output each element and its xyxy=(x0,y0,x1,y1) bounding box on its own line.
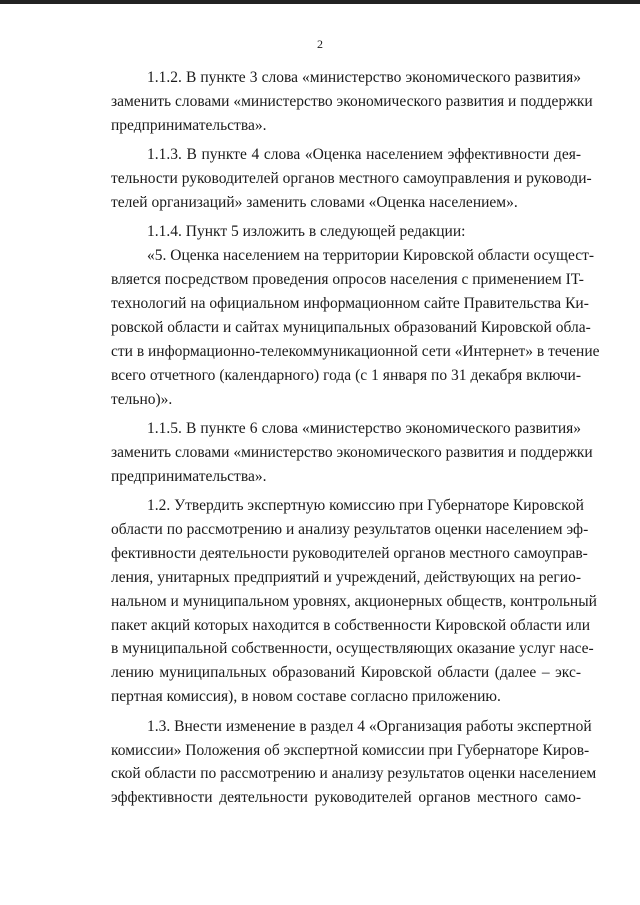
text-line: телей организаций» заменить словами «Оценка населением». xyxy=(111,193,518,211)
text-line: 1.1.4. Пункт 5 изложить в следующей редакции: xyxy=(147,223,466,241)
paragraph-1-3 xyxy=(111,715,597,811)
text-line: «5. Оценка населением на территории Кировской области осущест- xyxy=(147,247,595,265)
text-line: комиссии» Положения об экспертной комиссии при Губернаторе Киров- xyxy=(111,741,590,759)
text-line: вляется посредством проведения опросов населения с применением IT- xyxy=(111,271,584,289)
paragraph-1-1-3 xyxy=(111,143,592,215)
text-line: тельно)». xyxy=(111,390,173,408)
text-line: 1.1.5. В пункте 6 слова «министерство экономического развития» xyxy=(147,419,581,437)
text-line: технологий на официальном информационном сайте Правительства Ки- xyxy=(111,295,589,313)
text-line: эффективности деятельности руководителей органов местного само- xyxy=(111,789,581,807)
text-line: 1.1.2. В пункте 3 слова «министерство экономического развития» xyxy=(147,69,581,86)
text-line: ления, унитарных предприятий и учреждений, действующих на регио- xyxy=(111,568,581,586)
top-border-rule xyxy=(0,0,640,4)
text-line: ской области по рассмотрению и анализу результатов оценки населением xyxy=(111,765,597,783)
text-line: ровской области и сайтах муниципальных образований Кировской обла- xyxy=(111,318,591,336)
paragraph-1-2 xyxy=(111,494,597,709)
text-line: заменить словами «министерство экономического развития и поддержки xyxy=(111,443,593,461)
text-line: пертная комиссия), в новом составе согласно приложению. xyxy=(111,688,501,706)
text-line: предпринимательства». xyxy=(111,467,267,485)
text-line: предпринимательства». xyxy=(111,116,267,134)
text-line: лению муниципальных образований Кировской области (далее – экс- xyxy=(111,664,581,682)
document-body xyxy=(111,66,600,810)
paragraph-1-1-4 xyxy=(111,220,581,244)
text-line: в муниципальной собственности, осуществляющих оказание услуг насе- xyxy=(111,640,594,658)
text-line: нальном и муниципальном уровнях, акционерных обществ, контрольный xyxy=(111,592,597,610)
text-line: сти в информационно-телекоммуникационной сети «Интернет» в течение xyxy=(111,342,600,360)
text-line: фективности деятельности руководителей органов местного самоуправ- xyxy=(111,544,588,562)
text-line: пакет акций которых находится в собственности Кировской области или xyxy=(111,616,591,634)
text-line: области по рассмотрению и анализу результатов оценки населением эф- xyxy=(111,521,589,539)
text-line: 1.2. Утвердить экспертную комиссию при Губернаторе Кировской xyxy=(147,497,584,515)
text-line: 1.1.3. В пункте 4 слова «Оценка населением эффективности дея- xyxy=(147,146,581,164)
paragraph-quoted-item-5 xyxy=(111,244,600,411)
text-line: заменить словами «министерство экономического развития и поддержки xyxy=(111,92,593,110)
paragraph-1-1-2 xyxy=(111,66,593,138)
text-line: тельности руководителей органов местного самоуправления и руководи- xyxy=(111,170,592,188)
paragraph-1-1-5 xyxy=(111,417,593,489)
text-line: 1.3. Внести изменение в раздел 4 «Организация работы экспертной xyxy=(147,717,592,735)
page-number: 2 xyxy=(317,37,323,51)
text-line: всего отчетного (календарного) года (с 1 января по 31 декабря включи- xyxy=(111,366,581,384)
